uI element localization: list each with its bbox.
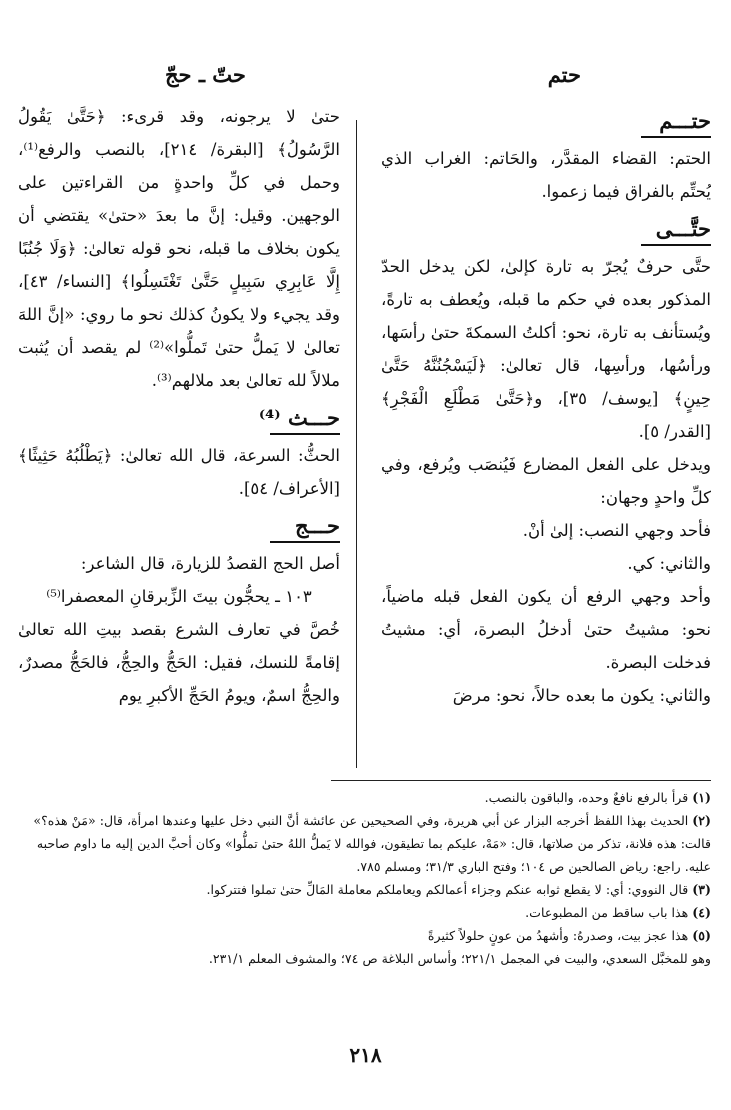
footnote-number: (١) (692, 790, 711, 805)
paragraph: والثاني: كي. (627, 554, 711, 573)
paragraph: فأحد وجهي النصب: إلىٰ أنْ. (522, 521, 711, 540)
page-number: ٢١٨ (349, 1043, 382, 1067)
footnote-number: (٢) (692, 813, 711, 828)
footnote-text: قرأ بالرفع نافعٌ وحده، والباقون بالنصب. (484, 790, 689, 805)
footnote-rule (331, 780, 711, 781)
poetry-verse: ١٠٣ ـ يحجُّون بيتَ الزِّبرقانِ المعصفرا⁽⁵⁾ (46, 587, 312, 606)
heading-rule (641, 136, 711, 138)
entry-heading: حتـــم (659, 108, 711, 133)
paragraph: حتىٰ لا يرجونه، وقد قرىء: ﴿حَتَّىٰ يَقُولُ الرَّسُولُ﴾ [البقرة/ ٢١٤]، بالنصب والرفع⁽¹⁾، وحمل في كلِّ واحدةٍ من القراءتين على الوجهين. وقيل: إنَّ ما بعدَ «حتىٰ» يقتضي أن يكون بخلاف ما قبله، نحو قوله تعالىٰ: ﴿وَلَا جُنُبًا إِلَّا عَابِرِي سَبِيلٍ حَتَّىٰ تَغْتَسِلُوا﴾ [النساء/ ٤٣]، وقد يجيء ولا يكونُ كذلك نحو ما روي: «إنَّ اللهَ تعالىٰ لا يَملُّ حتىٰ تَملُّوا»⁽²⁾ لم يقصد أن يُثبت ملالاً لله تعالىٰ بعد ملالهم⁽³⁾. (18, 107, 340, 390)
entry-heading: حـــث ⁽⁴⁾ (258, 405, 340, 430)
footnote-text: هذا باب ساقط من المطبوعات. (525, 905, 689, 920)
left-column (18, 100, 340, 770)
paragraph: والثاني: يكون ما بعده حالاً، نحو: مرضَ (452, 686, 711, 705)
heading-rule (270, 433, 340, 435)
heading-rule (270, 541, 340, 543)
right-column (381, 100, 711, 770)
paragraph: خُصَّ في تعارف الشرع بقصد بيتِ الله تعالىٰ إقامةً للنسك، فقيل: الحَجُّ والحِجُّ، فالحَجُّ مصدرٌ، والحِجُّ اسمٌ، ويومُ الحَجِّ الأكبرِ يوم (18, 620, 340, 705)
footnote-text: الحديث بهذا اللفظ أخرجه البزار عن أبي هريرة، وفي الصحيحين عن عائشة أنَّ النبي دخل عليها وعندها امرأة، قال: «مَنْ هذه؟» قالت: هذه فلانة، تذكر من صلاتها، قال: «مَهْ، عليكم بما تطيقون، فوالله لا يَملُّ اللهُ حتىٰ تملُّوا» وكان أحبَّ الدين إليه ما داوم صاحبه عليه. راجع: رياض الصالحين ص ١٠٤؛ وفتح الباري ٣١/٣؛ ومسلم ٧٨٥. (33, 813, 711, 874)
paragraph: ويدخل على الفعل المضارع فَيُنصَب ويُرفع، وفي كلِّ واحدٍ وجهان: (381, 455, 711, 507)
paragraph: حتَّى حرفٌ يُجرّ به تارة كإلىٰ، لكن يدخل الحدّ المذكور بعده في حكم ما قبله، ويُعطف به تارةً، ويُستأنف به تارة، نحو: أكلتُ السمكةَ حتىٰ رأسَها، ورأسُها، ورأسِها، قال تعالىٰ: ﴿لَيَسْجُنُنَّهُ حَتَّىٰ حِينٍ﴾ [يوسف/ ٣٥]، و﴿حَتَّىٰ مَطْلَعِ الْفَجْرِ﴾ [القدر/ ٥]. (381, 257, 711, 441)
footnote-continuation: وهو للمخبَّل السعدي، والبيت في المجمل ٢٢١/١؛ وأساس البلاغة ص ٧٤؛ والمشوف المعلم ٢٣١/١. (208, 951, 711, 966)
heading-rule (641, 244, 711, 246)
paragraph: الحثُّ: السرعة، قال الله تعالىٰ: ﴿يَطْلُبُهُ حَثِيثًا﴾ [الأعراف/ ٥٤]. (18, 446, 340, 498)
column-divider (356, 120, 357, 768)
entry-heading: حتَّـــى (655, 216, 711, 241)
footnote (20, 924, 711, 947)
footnote (20, 786, 711, 809)
footnote (20, 809, 711, 878)
footnote-text: قال النووي: أي: لا يقطع ثوابه عنكم وجزاء أعمالكم ويعاملكم معاملة المَالِّ حتىٰ تملوا فتتركوا. (206, 882, 689, 897)
footnote-number: (٣) (692, 882, 711, 897)
paragraph: أصل الحج القصدُ للزيارة، قال الشاعر: (80, 554, 340, 573)
footnote-number: (٤) (692, 905, 711, 920)
paragraph: وأحد وجهي الرفع أن يكون الفعل قبله ماضياً، نحو: مشيتُ حتىٰ أدخلُ البصرة، أي: مشيتُ فدخلت البصرة. (381, 587, 711, 672)
footnote (20, 878, 711, 901)
entry-heading: حـــج (295, 513, 340, 538)
paragraph: الحتم: القضاء المقدَّر، والحَاتم: الغراب الذي يُحتِّم بالفراق فيما زعموا. (381, 149, 711, 201)
running-header-left: حتّ ـ حجّ (165, 62, 246, 87)
footnote-text: هذا عجز بيت، وصدرهُ: وأشهدُ من عونٍ حلولاً كثيرةً (427, 928, 689, 943)
running-header-right: حتم (547, 62, 581, 87)
footnote-number: (٥) (692, 928, 711, 943)
footnote (20, 901, 711, 924)
footnotes (20, 786, 711, 970)
